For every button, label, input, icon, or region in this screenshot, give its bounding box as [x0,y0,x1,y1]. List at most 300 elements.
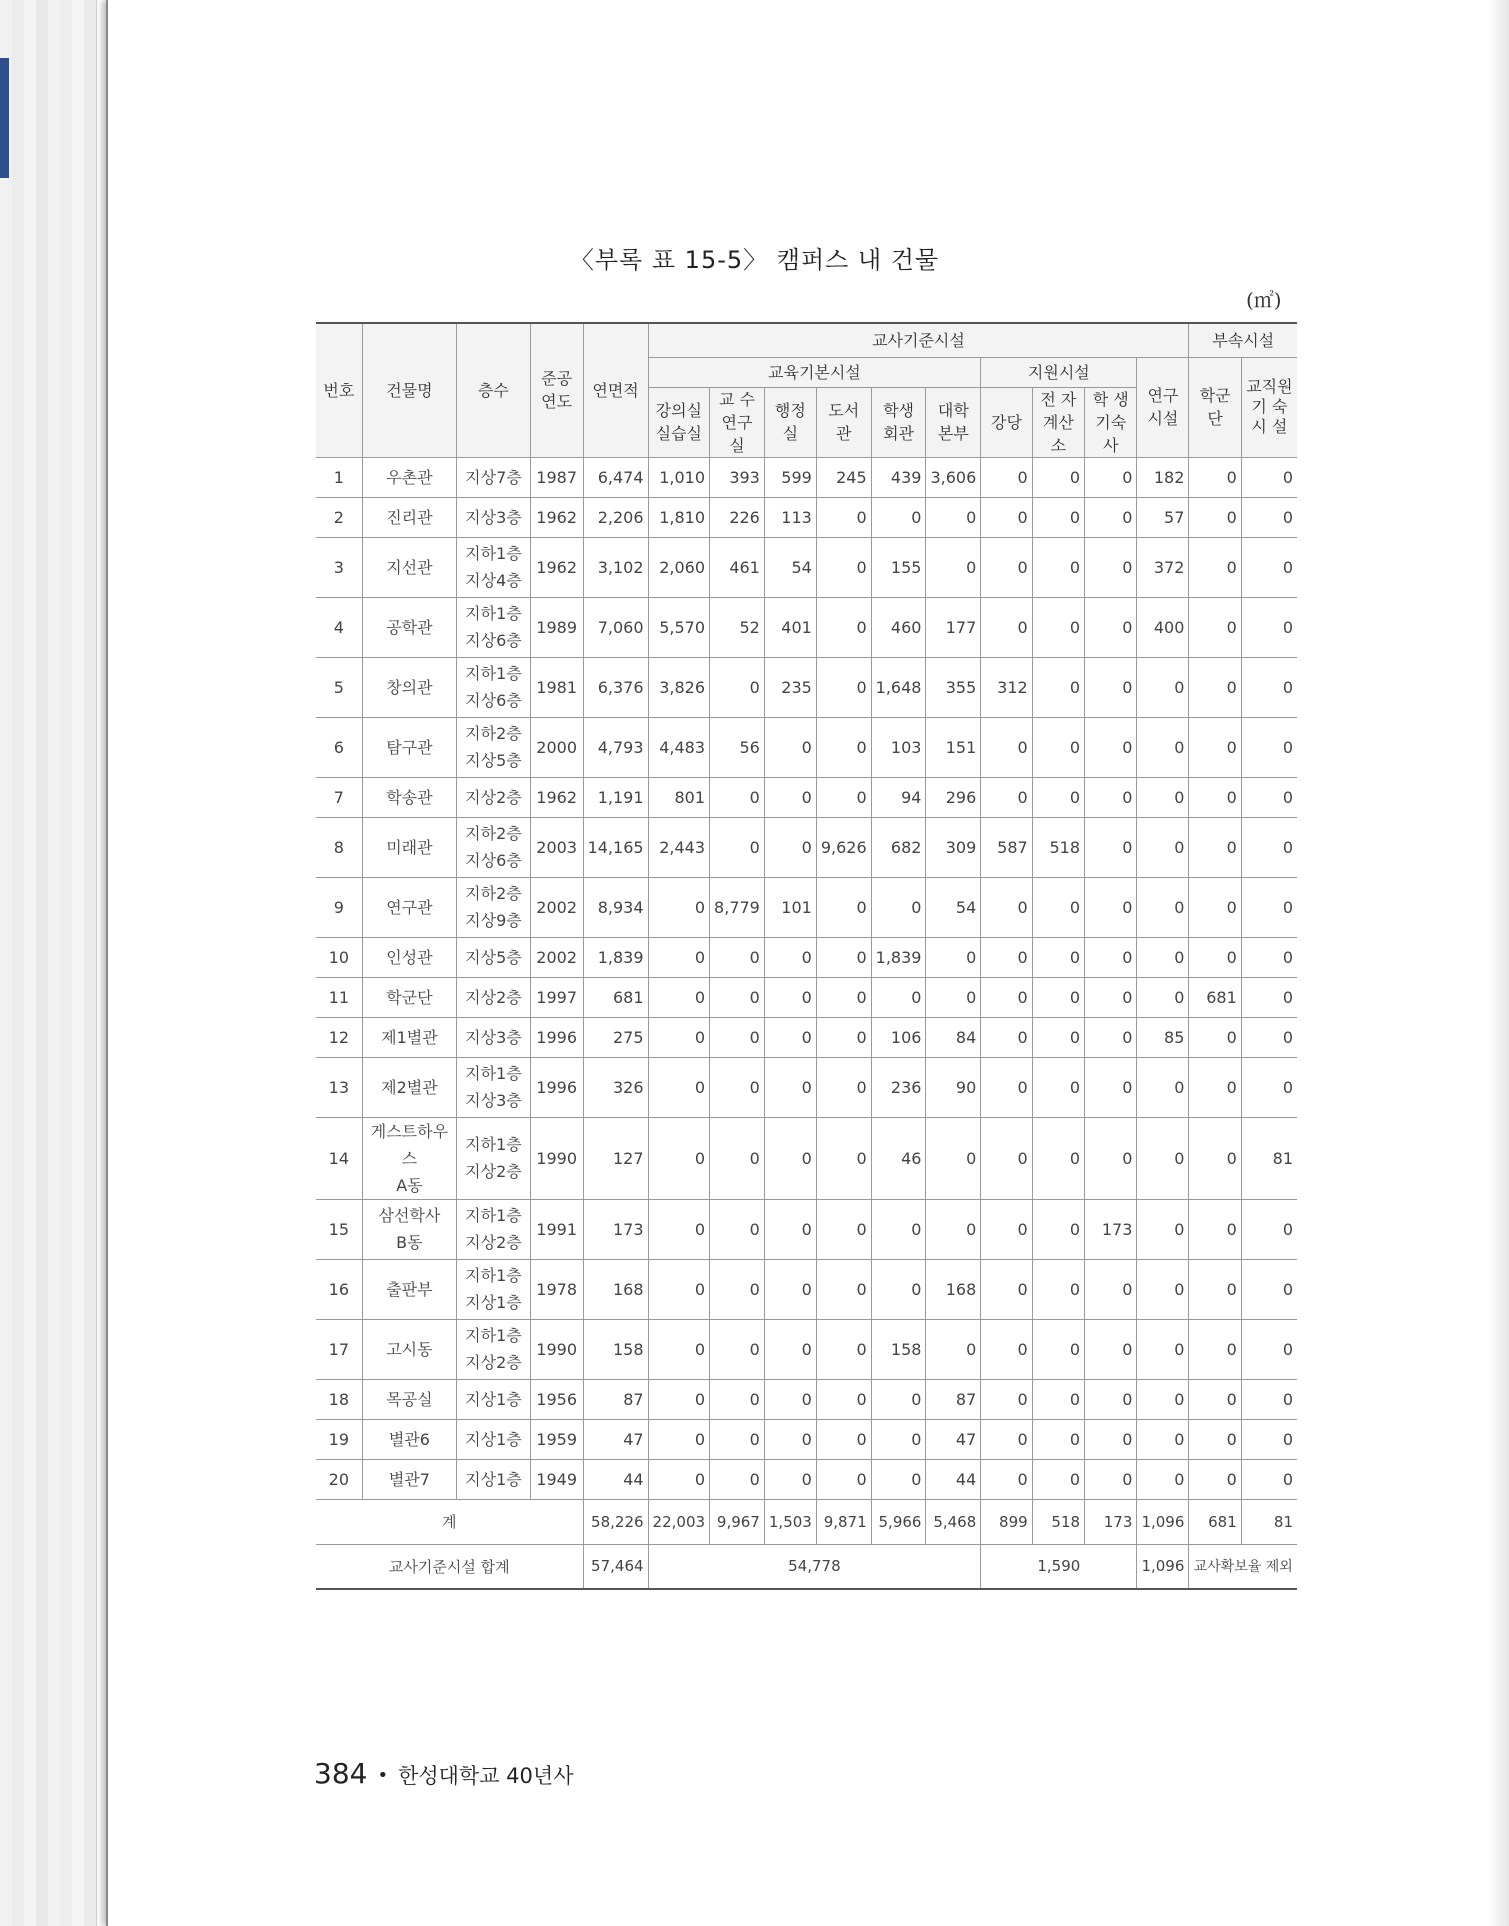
area-cell: 52 [710,597,765,657]
completion-year: 2002 [530,877,583,937]
area-cell: 0 [1137,1379,1189,1419]
page-number: 384 [314,1757,368,1790]
row-number: 10 [316,937,362,977]
header-computing: 전 자 계산소 [1032,387,1084,457]
bullet-icon: • [377,1764,389,1786]
area-cell: 0 [981,877,1032,937]
row-number: 4 [316,597,362,657]
area-cell: 0 [816,977,871,1017]
building-name: 제1별관 [362,1017,457,1057]
row-number: 15 [316,1199,362,1259]
area-cell: 0 [816,1259,871,1319]
area-cell: 681 [1189,977,1241,1017]
area-cell: 0 [1137,1117,1189,1199]
area-cell: 236 [871,1057,926,1117]
table-row [316,1319,1297,1379]
area-cell: 0 [710,1017,765,1057]
area-cell: 0 [871,977,926,1017]
area-cell: 0 [710,1199,765,1259]
area-cell: 0 [816,777,871,817]
area-cell: 0 [981,537,1032,597]
area-cell: 439 [871,457,926,497]
area-cell: 0 [648,1419,710,1459]
area-cell: 0 [1189,937,1241,977]
area-cell: 0 [1189,1419,1241,1459]
area-cell: 3,606 [926,457,981,497]
area-cell: 0 [710,1419,765,1459]
area-cell: 0 [981,937,1032,977]
area-cell: 1,810 [648,497,710,537]
area-cell: 0 [1085,877,1137,937]
area-cell: 0 [1241,717,1297,777]
building-floors: 지상1층 [457,1379,531,1419]
completion-year: 1987 [530,457,583,497]
area-cell: 151 [926,717,981,777]
area-cell: 0 [648,937,710,977]
area-cell: 0 [710,1057,765,1117]
building-floors: 지하1층 지상1층 [457,1259,531,1319]
area-cell: 0 [871,1379,926,1419]
area-cell: 0 [981,1419,1032,1459]
area-cell: 0 [1137,1319,1189,1379]
area-cell: 0 [981,1379,1032,1419]
building-name: 인성관 [362,937,457,977]
total-cell: 899 [981,1499,1032,1544]
completion-year: 1949 [530,1459,583,1499]
area-cell: 0 [1032,1117,1084,1199]
building-name: 출판부 [362,1259,457,1319]
area-cell: 182 [1137,457,1189,497]
area-cell: 46 [871,1117,926,1199]
area-cell: 0 [1032,937,1084,977]
header-library: 도서관 [816,387,871,457]
building-floors: 지상2층 [457,977,531,1017]
area-cell: 168 [926,1259,981,1319]
row-number: 13 [316,1057,362,1117]
completion-year: 1991 [530,1199,583,1259]
area-cell: 0 [1241,1017,1297,1057]
row-number: 17 [316,1319,362,1379]
row-number: 11 [316,977,362,1017]
standard-total-education: 54,778 [648,1544,981,1589]
building-name: 고시동 [362,1319,457,1379]
area-cell: 0 [1189,597,1241,657]
area-cell: 0 [1085,537,1137,597]
area-cell: 0 [1189,1259,1241,1319]
area-cell: 235 [764,657,816,717]
area-cell: 393 [710,457,765,497]
area-cell: 401 [764,597,816,657]
area-cell: 0 [1032,657,1084,717]
table-row [316,1379,1297,1419]
row-number: 3 [316,537,362,597]
area-cell: 0 [981,1017,1032,1057]
area-cell: 0 [1189,1319,1241,1379]
campus-buildings-table [316,322,1297,1590]
area-cell: 0 [1189,457,1241,497]
area-cell: 5,570 [648,597,710,657]
area-cell: 0 [1085,1459,1137,1499]
table-row [316,1057,1297,1117]
table-row [316,777,1297,817]
floor-area: 87 [583,1379,648,1419]
completion-year: 1989 [530,597,583,657]
area-cell: 47 [926,1419,981,1459]
area-cell: 0 [648,977,710,1017]
area-cell: 1,839 [871,937,926,977]
header-auxiliary: 부속시설 [1189,323,1297,357]
area-cell: 0 [1085,977,1137,1017]
table-row [316,597,1297,657]
floor-area: 14,165 [583,817,648,877]
building-floors: 지하1층 지상4층 [457,537,531,597]
area-cell: 0 [1032,1199,1084,1259]
area-cell: 0 [816,877,871,937]
floor-area: 168 [583,1259,648,1319]
row-number: 7 [316,777,362,817]
area-cell: 0 [981,457,1032,497]
header-area: 연면적 [583,323,648,457]
area-cell: 0 [1085,1057,1137,1117]
row-number: 18 [316,1379,362,1419]
completion-year: 1962 [530,537,583,597]
area-cell: 0 [1032,1259,1084,1319]
area-cell: 0 [1032,717,1084,777]
area-cell: 0 [1085,937,1137,977]
row-number: 12 [316,1017,362,1057]
area-cell: 0 [1032,597,1084,657]
area-cell: 0 [871,497,926,537]
area-cell: 0 [710,817,765,877]
completion-year: 2000 [530,717,583,777]
total-cell: 1,503 [764,1499,816,1544]
completion-year: 2002 [530,937,583,977]
area-cell: 0 [1085,657,1137,717]
area-cell: 801 [648,777,710,817]
area-cell: 0 [981,1459,1032,1499]
area-cell: 0 [1032,1459,1084,1499]
area-cell: 0 [1137,1419,1189,1459]
row-number: 9 [316,877,362,937]
area-cell: 0 [926,977,981,1017]
area-cell: 0 [710,977,765,1017]
area-cell: 0 [1241,537,1297,597]
area-cell: 0 [764,977,816,1017]
building-name: 학군단 [362,977,457,1017]
floor-area: 4,793 [583,717,648,777]
area-cell: 85 [1137,1017,1189,1057]
area-cell: 0 [1189,1017,1241,1057]
header-staff-housing: 교직원 기 숙 시 설 [1241,357,1297,457]
area-cell: 0 [926,1199,981,1259]
header-admin: 행정실 [764,387,816,457]
area-cell: 4,483 [648,717,710,777]
area-cell: 0 [816,1199,871,1259]
total-cell: 5,966 [871,1499,926,1544]
area-cell: 400 [1137,597,1189,657]
area-cell: 355 [926,657,981,717]
area-cell: 0 [1241,937,1297,977]
building-floors: 지상3층 [457,497,531,537]
table-row [316,937,1297,977]
building-name: 별관6 [362,1419,457,1459]
building-name: 지선관 [362,537,457,597]
building-name: 공학관 [362,597,457,657]
building-name: 미래관 [362,817,457,877]
total-cell: 5,468 [926,1499,981,1544]
row-number: 2 [316,497,362,537]
area-cell: 0 [1241,457,1297,497]
area-cell: 0 [1241,977,1297,1017]
area-cell: 0 [981,1259,1032,1319]
area-cell: 0 [1189,877,1241,937]
area-cell: 0 [816,1459,871,1499]
area-cell: 0 [981,717,1032,777]
area-cell: 0 [648,1017,710,1057]
completion-year: 1962 [530,497,583,537]
area-cell: 0 [981,1057,1032,1117]
row-number: 16 [316,1259,362,1319]
area-cell: 0 [1032,1379,1084,1419]
floor-area: 6,474 [583,457,648,497]
area-cell: 0 [816,657,871,717]
area-cell: 0 [1189,1199,1241,1259]
book-edge [0,0,106,1926]
area-cell: 0 [816,1057,871,1117]
building-name: 학송관 [362,777,457,817]
area-cell: 113 [764,497,816,537]
area-cell: 587 [981,817,1032,877]
area-cell: 0 [926,537,981,597]
area-cell: 0 [648,1259,710,1319]
building-floors: 지상3층 [457,1017,531,1057]
total-cell: 173 [1085,1499,1137,1544]
area-cell: 312 [981,657,1032,717]
area-cell: 158 [871,1319,926,1379]
area-cell: 57 [1137,497,1189,537]
table-row [316,497,1297,537]
area-cell: 0 [981,1117,1032,1199]
area-cell: 0 [1137,1259,1189,1319]
area-cell: 0 [1189,1379,1241,1419]
building-floors: 지하2층 지상5층 [457,717,531,777]
standard-total-research: 1,096 [1137,1544,1189,1589]
building-name: 진리관 [362,497,457,537]
area-cell: 0 [1032,457,1084,497]
area-cell: 3,826 [648,657,710,717]
header-education-basic: 교육기본시설 [648,357,981,387]
building-name: 우촌관 [362,457,457,497]
floor-area: 127 [583,1117,648,1199]
area-cell: 54 [926,877,981,937]
area-cell: 0 [1085,1117,1137,1199]
header-no: 번호 [316,323,362,457]
area-cell: 0 [1189,777,1241,817]
area-cell: 296 [926,777,981,817]
area-cell: 0 [1032,537,1084,597]
floor-area: 7,060 [583,597,648,657]
area-cell: 226 [710,497,765,537]
area-cell: 0 [764,1379,816,1419]
area-cell: 44 [926,1459,981,1499]
header-dormitory: 학 생 기숙사 [1085,387,1137,457]
area-cell: 0 [764,1459,816,1499]
building-floors: 지상1층 [457,1419,531,1459]
standard-total-note: 교사확보율 제외 [1189,1544,1297,1589]
area-cell: 81 [1241,1117,1297,1199]
building-floors: 지하1층 지상6층 [457,597,531,657]
area-cell: 0 [1032,497,1084,537]
area-cell: 0 [926,937,981,977]
page-fold [1487,0,1509,1926]
area-cell: 0 [981,1319,1032,1379]
area-cell: 0 [1189,817,1241,877]
area-cell: 0 [1085,1419,1137,1459]
table-row [316,1017,1297,1057]
table-row [316,657,1297,717]
area-cell: 0 [981,977,1032,1017]
header-year: 준공 연도 [530,323,583,457]
bookmark-ribbon [0,58,9,178]
page-footer [314,1757,573,1790]
area-cell: 0 [1085,1017,1137,1057]
area-cell: 0 [871,1419,926,1459]
area-cell: 0 [926,497,981,537]
area-cell: 177 [926,597,981,657]
area-cell: 518 [1032,817,1084,877]
area-cell: 0 [1189,497,1241,537]
header-auditorium: 강당 [981,387,1032,457]
table-row [316,1419,1297,1459]
completion-year: 1990 [530,1117,583,1199]
building-name: 연구관 [362,877,457,937]
table-row [316,717,1297,777]
area-cell: 0 [1241,1319,1297,1379]
building-floors: 지하2층 지상6층 [457,817,531,877]
header-rotc: 학군단 [1189,357,1241,457]
completion-year: 1959 [530,1419,583,1459]
standard-total-row [316,1544,1297,1589]
floor-area: 2,206 [583,497,648,537]
area-cell: 0 [871,1459,926,1499]
total-row [316,1499,1297,1544]
total-cell: 9,967 [710,1499,765,1544]
table-row [316,977,1297,1017]
area-cell: 0 [710,1459,765,1499]
area-cell: 0 [1085,817,1137,877]
area-cell: 0 [981,1199,1032,1259]
area-cell: 0 [1085,777,1137,817]
completion-year: 1996 [530,1017,583,1057]
building-floors: 지상5층 [457,937,531,977]
table-title: 〈부록 표 15-5〉 캠퍼스 내 건물 [569,246,940,274]
area-cell: 0 [981,777,1032,817]
building-floors: 지하1층 지상2층 [457,1199,531,1259]
area-cell: 0 [1085,497,1137,537]
building-name: 게스트하우스 A동 [362,1117,457,1199]
area-cell: 0 [871,877,926,937]
area-cell: 87 [926,1379,981,1419]
area-cell: 0 [1085,1379,1137,1419]
area-cell: 0 [1032,977,1084,1017]
total-cell: 81 [1241,1499,1297,1544]
area-cell: 0 [764,1017,816,1057]
building-floors: 지하1층 지상6층 [457,657,531,717]
area-cell: 0 [1189,1057,1241,1117]
area-cell: 0 [1137,657,1189,717]
building-name: 탐구관 [362,717,457,777]
floor-area: 47 [583,1419,648,1459]
unit-label: (㎡) [1246,288,1282,312]
row-number: 14 [316,1117,362,1199]
area-cell: 0 [1032,1057,1084,1117]
area-cell: 8,779 [710,877,765,937]
area-cell: 0 [1241,877,1297,937]
row-number: 19 [316,1419,362,1459]
area-cell: 0 [1085,457,1137,497]
area-cell: 94 [871,777,926,817]
area-cell: 0 [764,1057,816,1117]
area-cell: 2,443 [648,817,710,877]
area-cell: 0 [816,717,871,777]
area-cell: 0 [926,1319,981,1379]
row-number: 8 [316,817,362,877]
standard-total-support: 1,590 [981,1544,1137,1589]
table-row [316,1459,1297,1499]
row-number: 1 [316,457,362,497]
area-cell: 0 [1137,817,1189,877]
completion-year: 1997 [530,977,583,1017]
area-cell: 0 [1137,937,1189,977]
area-cell: 0 [1241,1419,1297,1459]
area-cell: 0 [1032,1419,1084,1459]
area-cell: 0 [1241,1459,1297,1499]
total-label: 계 [316,1499,583,1544]
area-cell: 309 [926,817,981,877]
header-teacher-standard: 교사기준시설 [648,323,1189,357]
total-cell: 1,096 [1137,1499,1189,1544]
area-cell: 0 [1189,537,1241,597]
header-lecture-lab: 강의실 실습실 [648,387,710,457]
building-name: 창의관 [362,657,457,717]
header-name: 건물명 [362,323,457,457]
header-floors: 층수 [457,323,531,457]
area-cell: 0 [764,1199,816,1259]
header-professor-lab: 교 수 연구실 [710,387,765,457]
floor-area: 158 [583,1319,648,1379]
building-name: 삼선학사 B동 [362,1199,457,1259]
area-cell: 0 [1085,1319,1137,1379]
area-cell: 0 [816,937,871,977]
area-cell: 0 [1241,657,1297,717]
area-cell: 0 [764,817,816,877]
table-row [316,817,1297,877]
area-cell: 0 [1241,1259,1297,1319]
building-floors: 지상2층 [457,777,531,817]
floor-area: 1,839 [583,937,648,977]
area-cell: 0 [1241,597,1297,657]
header-univ-hq: 대학 본부 [926,387,981,457]
area-cell: 0 [816,1319,871,1379]
area-cell: 0 [816,537,871,597]
area-cell: 245 [816,457,871,497]
area-cell: 0 [1137,1057,1189,1117]
table-row [316,457,1297,497]
area-cell: 0 [1241,497,1297,537]
book-title: 한성대학교 40년사 [398,1764,574,1788]
row-number: 5 [316,657,362,717]
table-row [316,1117,1297,1199]
